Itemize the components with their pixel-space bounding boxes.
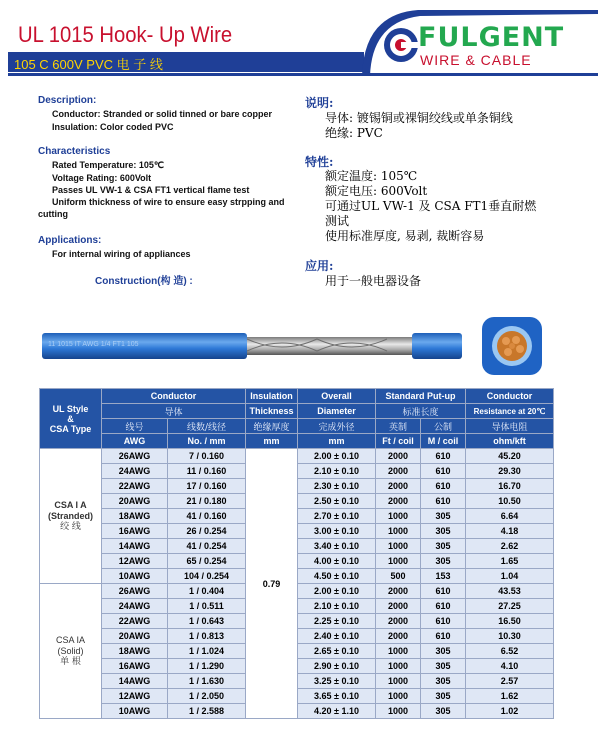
conductor-cell: 1 / 0.404 (168, 584, 246, 599)
cn-flame-text-1: 可通过UL VW-1 及 CSA FT1垂直耐燃 (325, 199, 537, 213)
brand-subtitle: WIRE & CABLE (420, 52, 532, 68)
diameter-cell: 2.10 ± 0.10 (298, 599, 376, 614)
awg-cell: 12AWG (102, 689, 168, 704)
resistance-cell: 1.62 (466, 689, 554, 704)
brand-name: FULGENT (418, 22, 565, 53)
ft-header-cn: 英制 (376, 419, 421, 434)
conductor-cell: 17 / 0.160 (168, 479, 246, 494)
characteristics-heading: Characteristics (38, 146, 111, 157)
awg-cell: 10AWG (102, 569, 168, 584)
ft-cell: 500 (376, 569, 421, 584)
awg-cell: 16AWG (102, 524, 168, 539)
awg-cell: 18AWG (102, 644, 168, 659)
ft-cell: 1000 (376, 689, 421, 704)
diameter-cell: 2.70 ± 0.10 (298, 509, 376, 524)
resistance-cell: 10.30 (466, 629, 554, 644)
cn-rated-temp-text: 额定温度: 105℃ (325, 169, 418, 183)
applications-heading: Applications: (38, 235, 102, 246)
awg-cell: 26AWG (102, 584, 168, 599)
page-title: UL 1015 Hook- Up Wire (18, 22, 233, 47)
wire-print-text: 11 1015 IT AWG 1/4 FT1 105 (48, 341, 139, 348)
conductor-cell: 41 / 0.160 (168, 509, 246, 524)
ft-cell: 2000 (376, 479, 421, 494)
resistance-cell: 10.50 (466, 494, 554, 509)
diameter-cell: 4.50 ± 0.10 (298, 569, 376, 584)
conductor-text: Conductor: Stranded or solid tinned or bare copper (52, 109, 273, 119)
m-cell: 610 (421, 464, 466, 479)
awg-cell: 22AWG (102, 614, 168, 629)
m-cell: 610 (421, 614, 466, 629)
ft-cell: 2000 (376, 599, 421, 614)
awg-cell: 26AWG (102, 449, 168, 464)
applications-text: For internal wiring of appliances (52, 249, 191, 259)
ft-cell: 1000 (376, 539, 421, 554)
m-cell: 610 (421, 629, 466, 644)
awg-cell: 14AWG (102, 539, 168, 554)
ft-cell: 1000 (376, 554, 421, 569)
awg-cell: 20AWG (102, 494, 168, 509)
m-cell: 305 (421, 674, 466, 689)
diameter-cell: 2.90 ± 0.10 (298, 659, 376, 674)
conductor-cell: 41 / 0.254 (168, 539, 246, 554)
cn-applications-text: 用于一般电器设备 (325, 274, 422, 288)
m-cell: 305 (421, 554, 466, 569)
awg-cell: 24AWG (102, 464, 168, 479)
m-cell: 305 (421, 704, 466, 719)
m-cell: 610 (421, 599, 466, 614)
resistance-cell: 1.04 (466, 569, 554, 584)
thickness-header-cn: 绝缘厚度 (246, 419, 298, 434)
diameter-cell: 2.25 ± 0.10 (298, 614, 376, 629)
resistance-cell: 27.25 (466, 599, 554, 614)
ft-cell: 2000 (376, 614, 421, 629)
diameter-cell: 2.50 ± 0.10 (298, 494, 376, 509)
diameter-header-cn: 完成外径 (298, 419, 376, 434)
conductor-cell: 1 / 0.511 (168, 599, 246, 614)
conductor-cell: 7 / 0.160 (168, 449, 246, 464)
resistance-cell: 6.52 (466, 644, 554, 659)
spec-table (39, 388, 554, 719)
ft-cell: 2000 (376, 464, 421, 479)
ft-cell: 1000 (376, 509, 421, 524)
resistance-cell: 45.20 (466, 449, 554, 464)
m-header-cn: 公制 (421, 419, 466, 434)
resistance-header-2: Resistance at 20℃ (466, 404, 554, 419)
insulation-header: Insulation (246, 389, 298, 404)
insulation-text: Insulation: Color coded PVC (52, 122, 174, 132)
awg-cell: 12AWG (102, 554, 168, 569)
resistance-cell: 2.62 (466, 539, 554, 554)
resistance-cell: 1.02 (466, 704, 554, 719)
ohm-header: ohm/kft (466, 434, 554, 449)
conductor-cell: 65 / 0.254 (168, 554, 246, 569)
m-cell: 305 (421, 689, 466, 704)
ft-cell: 2000 (376, 629, 421, 644)
conductor-cell: 1 / 1.630 (168, 674, 246, 689)
m-cell: 610 (421, 479, 466, 494)
ft-cell: 1000 (376, 524, 421, 539)
cn-voltage-text: 额定电压: 600Volt (325, 184, 428, 198)
ft-cell: 1000 (376, 659, 421, 674)
diameter-cell: 2.00 ± 0.10 (298, 449, 376, 464)
diameter-cell: 3.25 ± 0.10 (298, 674, 376, 689)
rated-temp-text: Rated Temperature: 105℃ (52, 160, 164, 170)
conductor-cell: 21 / 0.180 (168, 494, 246, 509)
m-cell: 305 (421, 539, 466, 554)
cn-description-heading: 说明: (305, 96, 334, 110)
m-cell: 305 (421, 644, 466, 659)
table-row (40, 449, 554, 464)
conductor-cell: 1 / 2.588 (168, 704, 246, 719)
strand-header-cn: 线数/线径 (168, 419, 246, 434)
conductor-cell: 1 / 2.050 (168, 689, 246, 704)
uniform-text-1: Uniform thickness of wire to ensure easy strpping and (52, 197, 285, 207)
awg-cell: 24AWG (102, 599, 168, 614)
overall-header: Overall (298, 389, 376, 404)
m-cell: 305 (421, 524, 466, 539)
ft-coil-header: Ft / coil (376, 434, 421, 449)
cn-conductor-text: 导体: 镀锡铜或裸铜绞线或单条铜线 (325, 111, 513, 125)
group-label: CSA IA (Solid) 单 根 (40, 584, 102, 719)
resistance-cell: 4.10 (466, 659, 554, 674)
conductor-cell: 1 / 0.813 (168, 629, 246, 644)
diameter-cell: 4.00 ± 0.10 (298, 554, 376, 569)
awg-cell: 20AWG (102, 629, 168, 644)
thickness-cell: 0.79 (246, 449, 298, 719)
m-cell: 610 (421, 494, 466, 509)
resistance-cell: 29.30 (466, 464, 554, 479)
description-heading: Description: (38, 95, 97, 106)
ft-cell: 2000 (376, 584, 421, 599)
conductor-cell: 11 / 0.160 (168, 464, 246, 479)
gauge-header-cn: 线号 (102, 419, 168, 434)
conductor-cell: 26 / 0.254 (168, 524, 246, 539)
mm-header: mm (246, 434, 298, 449)
group-label: CSA I A (Stranded) 绞 线 (40, 449, 102, 584)
diameter-cell: 2.40 ± 0.10 (298, 629, 376, 644)
diameter-cell: 2.10 ± 0.10 (298, 464, 376, 479)
m-cell: 305 (421, 509, 466, 524)
wire-construction-image (42, 315, 592, 377)
awg-cell: 22AWG (102, 479, 168, 494)
diameter-cell: 3.00 ± 0.10 (298, 524, 376, 539)
ft-cell: 1000 (376, 644, 421, 659)
diameter-cell: 2.30 ± 0.10 (298, 479, 376, 494)
conductor-cell: 1 / 1.290 (168, 659, 246, 674)
resistance-header: Conductor (466, 389, 554, 404)
awg-cell: 14AWG (102, 674, 168, 689)
diameter-cell: 4.20 ± 1.10 (298, 704, 376, 719)
resistance-cell: 43.53 (466, 584, 554, 599)
conductor-header-cn: 导体 (102, 404, 246, 419)
cn-applications-heading: 应用: (305, 259, 334, 273)
resistance-cell: 1.65 (466, 554, 554, 569)
cn-uniform-text: 使用标准厚度, 易剥, 裁断容易 (325, 229, 485, 243)
page-subtitle: 105 C 600V PVC 电 子 线 (14, 57, 163, 72)
resistance-cell: 4.18 (466, 524, 554, 539)
cn-flame-text-2: 测试 (325, 214, 350, 228)
thickness-header: Thickness (246, 404, 298, 419)
diameter-cell: 2.65 ± 0.10 (298, 644, 376, 659)
awg-cell: 18AWG (102, 509, 168, 524)
ft-cell: 2000 (376, 494, 421, 509)
no-mm-header: No. / mm (168, 434, 246, 449)
resistance-header-cn: 导体电阻 (466, 419, 554, 434)
flame-text: Passes UL VW-1 & CSA FT1 vertical flame test (52, 185, 250, 195)
resistance-cell: 6.64 (466, 509, 554, 524)
cn-characteristics-heading: 特性: (305, 155, 334, 169)
awg-header: AWG (102, 434, 168, 449)
awg-cell: 16AWG (102, 659, 168, 674)
m-cell: 305 (421, 659, 466, 674)
m-coil-header: M / coil (421, 434, 466, 449)
uniform-text-2: cutting (38, 209, 68, 219)
construction-heading: Construction(构 造) : (95, 276, 193, 287)
diameter-cell: 3.65 ± 0.10 (298, 689, 376, 704)
mm-header-2: mm (298, 434, 376, 449)
voltage-text: Voltage Rating: 600Volt (52, 173, 152, 183)
conductor-cell: 104 / 0.254 (168, 569, 246, 584)
conductor-cell: 1 / 0.643 (168, 614, 246, 629)
resistance-cell: 16.70 (466, 479, 554, 494)
ft-cell: 2000 (376, 449, 421, 464)
conductor-header: Conductor (102, 389, 246, 404)
conductor-cell: 1 / 1.024 (168, 644, 246, 659)
cn-insulation-text: 绝缘: PVC (325, 126, 383, 140)
diameter-cell: 3.40 ± 0.10 (298, 539, 376, 554)
ft-cell: 1000 (376, 674, 421, 689)
putup-header: Standard Put-up (376, 389, 466, 404)
resistance-cell: 2.57 (466, 674, 554, 689)
putup-header-cn: 标准长度 (376, 404, 466, 419)
diameter-header: Diameter (298, 404, 376, 419)
m-cell: 153 (421, 569, 466, 584)
diameter-cell: 2.00 ± 0.10 (298, 584, 376, 599)
resistance-cell: 16.50 (466, 614, 554, 629)
awg-cell: 10AWG (102, 704, 168, 719)
ft-cell: 1000 (376, 704, 421, 719)
style-header: UL Style & CSA Type (40, 389, 102, 449)
m-cell: 610 (421, 584, 466, 599)
m-cell: 610 (421, 449, 466, 464)
